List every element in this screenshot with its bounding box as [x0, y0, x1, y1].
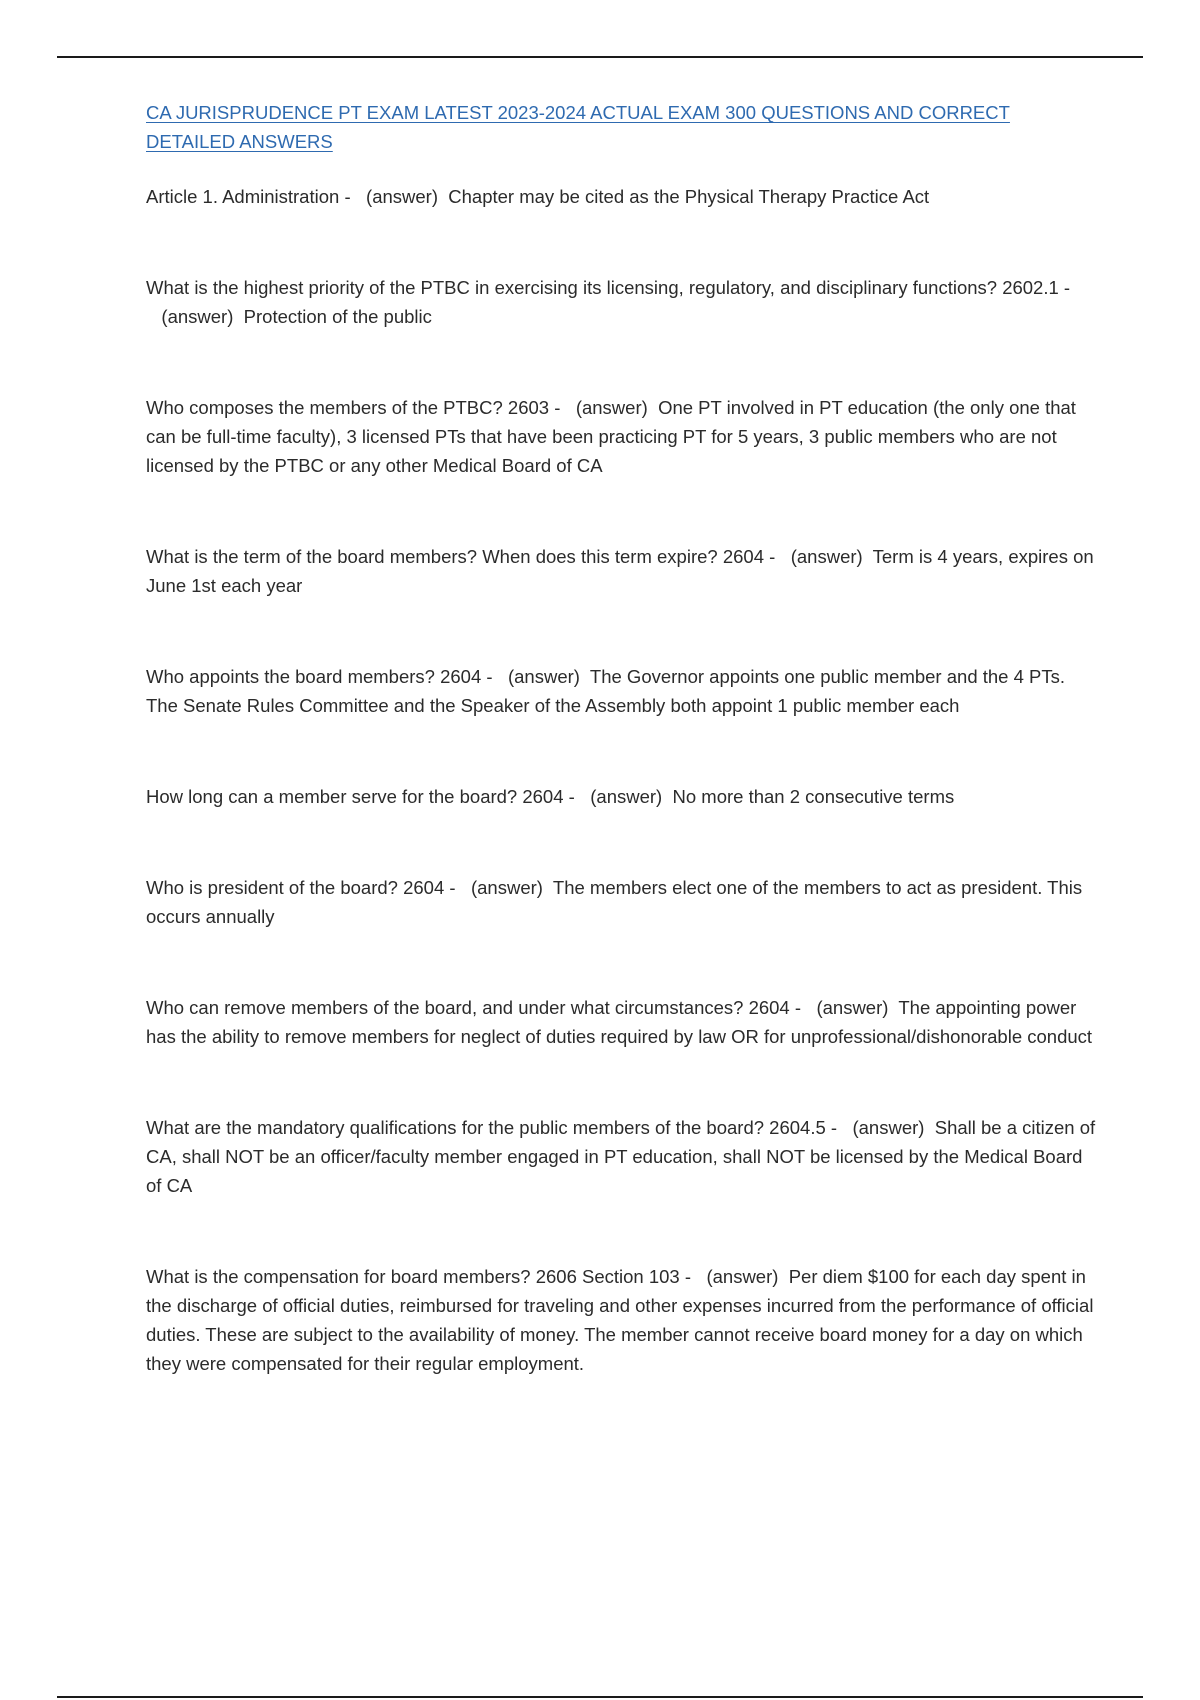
answer-marker: (answer) — [790, 546, 863, 567]
entry-spacer — [146, 1200, 1096, 1262]
answer-marker: (answer) — [816, 997, 889, 1018]
separator — [648, 397, 658, 418]
qa-entry — [146, 542, 1096, 600]
separator — [233, 306, 243, 327]
answer-text: Chapter may be cited as the Physical Therapy Practice Act — [448, 186, 930, 207]
entry-spacer — [146, 720, 1096, 782]
question-text: Who composes the members of the PTBC? 2603 - — [146, 397, 561, 418]
qa-entry — [146, 393, 1096, 480]
answer-marker: (answer) — [507, 666, 580, 687]
qa-entry — [146, 182, 1096, 211]
separator — [837, 1117, 852, 1138]
header-rule — [57, 56, 1143, 58]
separator — [146, 306, 161, 327]
qa-entry — [146, 662, 1096, 720]
qa-entry — [146, 993, 1096, 1051]
document-body — [146, 98, 1096, 1378]
answer-text: One PT involved in PT education (the only one that can be full-time faculty), 3 licensed PTs that have been practicing PT for 5 years, 3 public members who are not licensed by the PTBC or any other Medical Board of CA — [146, 397, 1076, 476]
answer-text: Term is 4 years, expires on June 1st each year — [146, 546, 1094, 596]
separator — [691, 1266, 706, 1287]
question-text: Who can remove members of the board, and under what circumstances? 2604 - — [146, 997, 802, 1018]
question-text: What is the term of the board members? When does this term expire? 2604 - — [146, 546, 776, 567]
separator — [575, 786, 590, 807]
qa-entry — [146, 1113, 1096, 1200]
answer-text: Protection of the public — [243, 306, 432, 327]
answer-marker: (answer) — [575, 397, 648, 418]
qa-entry — [146, 273, 1096, 331]
entry-spacer — [146, 480, 1096, 542]
separator — [351, 186, 366, 207]
answer-marker: (answer) — [706, 1266, 779, 1287]
question-text: What is the highest priority of the PTBC in exercising its licensing, regulatory, and disciplinary functions? 2602.1 - — [146, 277, 1071, 298]
entry-spacer — [146, 600, 1096, 662]
qa-entry — [146, 782, 1096, 811]
separator — [560, 397, 575, 418]
answer-text: The Governor appoints one public member and the 4 PTs. The Senate Rules Committee and the Speaker of the Assembly both appoint 1 public member each — [146, 666, 1066, 716]
separator — [924, 1117, 934, 1138]
separator — [775, 546, 790, 567]
separator — [801, 997, 816, 1018]
entry-spacer — [146, 811, 1096, 873]
question-text: How long can a member serve for the board? 2604 - — [146, 786, 575, 807]
qa-entry — [146, 1262, 1096, 1378]
answer-marker: (answer) — [590, 786, 663, 807]
separator — [662, 786, 672, 807]
document-title-link[interactable]: CA JURISPRUDENCE PT EXAM LATEST 2023-2024 ACTUAL EXAM 300 QUESTIONS AND CORRECT DETAILED ANSWERS — [146, 102, 1010, 152]
qa-list — [146, 182, 1096, 1378]
separator — [438, 186, 448, 207]
entry-spacer — [146, 931, 1096, 993]
separator — [543, 877, 553, 898]
answer-text: The members elect one of the members to act as president. This occurs annually — [146, 877, 1083, 927]
separator — [888, 997, 898, 1018]
entry-spacer — [146, 1051, 1096, 1113]
separator — [863, 546, 873, 567]
separator — [456, 877, 471, 898]
question-text: Who is president of the board? 2604 - — [146, 877, 456, 898]
question-text: Who appoints the board members? 2604 - — [146, 666, 493, 687]
qa-entry — [146, 873, 1096, 931]
separator — [493, 666, 508, 687]
answer-marker: (answer) — [366, 186, 438, 207]
separator — [778, 1266, 788, 1287]
answer-text: Shall be a citizen of CA, shall NOT be an officer/faculty member engaged in PT education, shall NOT be licensed by the Medical Board of CA — [146, 1117, 1096, 1196]
entry-spacer — [146, 211, 1096, 273]
answer-text: Per diem $100 for each day spent in the discharge of official duties, reimbursed for traveling and other expenses incurred from the performance of official duties. These are subject to the availability of money. The member cannot receive board money for a day on which they were compensated for their regular employment. — [146, 1266, 1094, 1374]
answer-marker: (answer) — [161, 306, 234, 327]
footer-rule — [57, 1696, 1143, 1698]
question-text: What is the compensation for board members? 2606 Section 103 - — [146, 1266, 692, 1287]
answer-marker: (answer) — [852, 1117, 925, 1138]
question-text: What are the mandatory qualifications for the public members of the board? 2604.5 - — [146, 1117, 838, 1138]
separator — [580, 666, 590, 687]
question-text: Article 1. Administration - — [146, 186, 351, 207]
answer-text: No more than 2 consecutive terms — [672, 786, 955, 807]
answer-text: The appointing power has the ability to remove members for neglect of duties required by law OR for unprofessional/dishonorable conduct — [146, 997, 1093, 1047]
answer-marker: (answer) — [470, 877, 543, 898]
entry-spacer — [146, 331, 1096, 393]
